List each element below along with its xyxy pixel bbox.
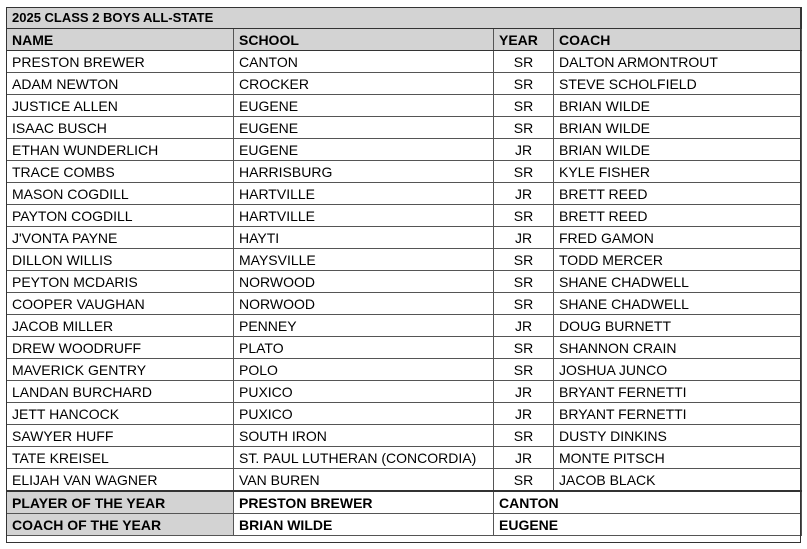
- column-header-school: SCHOOL: [234, 29, 494, 51]
- cell-school: CROCKER: [234, 73, 494, 95]
- table-row: [7, 337, 802, 359]
- cell-coach: BRYANT FERNETTI: [554, 381, 802, 403]
- table-row: [7, 249, 802, 271]
- table-row: [7, 183, 802, 205]
- cell-name: MASON COGDILL: [7, 183, 234, 205]
- cell-coach: BRETT REED: [554, 183, 802, 205]
- cell-coach: MONTE PITSCH: [554, 447, 802, 469]
- cell-year: JR: [494, 227, 554, 249]
- cell-name: COOPER VAUGHAN: [7, 293, 234, 315]
- cell-school: HARTVILLE: [234, 183, 494, 205]
- cell-year: SR: [494, 95, 554, 117]
- cell-school: SOUTH IRON: [234, 425, 494, 447]
- cell-school: PUXICO: [234, 403, 494, 425]
- cell-year: SR: [494, 51, 554, 73]
- cell-school: HARTVILLE: [234, 205, 494, 227]
- cell-school: EUGENE: [234, 139, 494, 161]
- cell-year: SR: [494, 73, 554, 95]
- cell-coach: BRETT REED: [554, 205, 802, 227]
- award-label: PLAYER OF THE YEAR: [7, 491, 234, 514]
- table-row: [7, 227, 802, 249]
- award-recipient: BRIAN WILDE: [234, 514, 494, 536]
- cell-year: SR: [494, 293, 554, 315]
- cell-school: MAYSVILLE: [234, 249, 494, 271]
- cell-name: TRACE COMBS: [7, 161, 234, 183]
- cell-school: PLATO: [234, 337, 494, 359]
- header-row: [7, 29, 802, 51]
- cell-school: EUGENE: [234, 117, 494, 139]
- table-row: [7, 51, 802, 73]
- cell-name: LANDAN BURCHARD: [7, 381, 234, 403]
- table-row: [7, 425, 802, 447]
- cell-year: SR: [494, 469, 554, 492]
- cell-name: J'VONTA PAYNE: [7, 227, 234, 249]
- cell-coach: SHANE CHADWELL: [554, 271, 802, 293]
- cell-name: PAYTON COGDILL: [7, 205, 234, 227]
- cell-school: PUXICO: [234, 381, 494, 403]
- column-header-name: NAME: [7, 29, 234, 51]
- cell-year: JR: [494, 381, 554, 403]
- cell-year: SR: [494, 161, 554, 183]
- cell-name: ETHAN WUNDERLICH: [7, 139, 234, 161]
- cell-coach: TODD MERCER: [554, 249, 802, 271]
- cell-school: ST. PAUL LUTHERAN (CONCORDIA): [234, 447, 494, 469]
- cell-year: JR: [494, 139, 554, 161]
- cell-name: SAWYER HUFF: [7, 425, 234, 447]
- sheet-title: 2025 CLASS 2 BOYS ALL-STATE: [7, 8, 802, 29]
- cell-coach: BRIAN WILDE: [554, 139, 802, 161]
- cell-year: SR: [494, 425, 554, 447]
- cell-school: EUGENE: [234, 95, 494, 117]
- cell-name: ISAAC BUSCH: [7, 117, 234, 139]
- cell-name: JUSTICE ALLEN: [7, 95, 234, 117]
- table-row: [7, 73, 802, 95]
- table-row: [7, 315, 802, 337]
- cell-coach: STEVE SCHOLFIELD: [554, 73, 802, 95]
- table-row: [7, 381, 802, 403]
- cell-year: JR: [494, 403, 554, 425]
- cell-school: NORWOOD: [234, 293, 494, 315]
- table-row: [7, 95, 802, 117]
- cell-school: POLO: [234, 359, 494, 381]
- cell-name: DILLON WILLIS: [7, 249, 234, 271]
- cell-coach: KYLE FISHER: [554, 161, 802, 183]
- cell-name: MAVERICK GENTRY: [7, 359, 234, 381]
- table-row: [7, 205, 802, 227]
- cell-name: TATE KREISEL: [7, 447, 234, 469]
- cell-name: ADAM NEWTON: [7, 73, 234, 95]
- cell-name: JETT HANCOCK: [7, 403, 234, 425]
- cell-coach: DUSTY DINKINS: [554, 425, 802, 447]
- cell-name: JACOB MILLER: [7, 315, 234, 337]
- all-state-table: [6, 7, 802, 536]
- award-recipient: PRESTON BREWER: [234, 491, 494, 514]
- table-row: [7, 117, 802, 139]
- table-row: [7, 403, 802, 425]
- cell-coach: BRYANT FERNETTI: [554, 403, 802, 425]
- table-row: [7, 447, 802, 469]
- cell-name: DREW WOODRUFF: [7, 337, 234, 359]
- cell-coach: BRIAN WILDE: [554, 117, 802, 139]
- cell-coach: SHANE CHADWELL: [554, 293, 802, 315]
- award-row: [7, 514, 802, 536]
- award-school: EUGENE: [494, 514, 802, 536]
- cell-coach: DALTON ARMONTROUT: [554, 51, 802, 73]
- cell-coach: FRED GAMON: [554, 227, 802, 249]
- table-row: [7, 161, 802, 183]
- column-header-year: YEAR: [494, 29, 554, 51]
- table-row: [7, 139, 802, 161]
- award-school: CANTON: [494, 491, 802, 514]
- cell-year: SR: [494, 249, 554, 271]
- cell-school: NORWOOD: [234, 271, 494, 293]
- cell-coach: DOUG BURNETT: [554, 315, 802, 337]
- cell-coach: JACOB BLACK: [554, 469, 802, 492]
- cell-school: CANTON: [234, 51, 494, 73]
- cell-name: ELIJAH VAN WAGNER: [7, 469, 234, 492]
- award-row: [7, 491, 802, 514]
- cell-name: PRESTON BREWER: [7, 51, 234, 73]
- column-header-coach: COACH: [554, 29, 802, 51]
- cell-year: SR: [494, 271, 554, 293]
- table-row: [7, 469, 802, 492]
- cell-year: JR: [494, 447, 554, 469]
- cell-school: HAYTI: [234, 227, 494, 249]
- table-row: [7, 293, 802, 315]
- cell-year: SR: [494, 205, 554, 227]
- cell-year: JR: [494, 183, 554, 205]
- cell-year: SR: [494, 359, 554, 381]
- cell-school: HARRISBURG: [234, 161, 494, 183]
- cell-coach: JOSHUA JUNCO: [554, 359, 802, 381]
- cell-name: PEYTON MCDARIS: [7, 271, 234, 293]
- cell-year: SR: [494, 117, 554, 139]
- cell-school: PENNEY: [234, 315, 494, 337]
- cell-school: VAN BUREN: [234, 469, 494, 492]
- title-row: [7, 8, 802, 29]
- cell-year: JR: [494, 315, 554, 337]
- cell-coach: BRIAN WILDE: [554, 95, 802, 117]
- table-row: [7, 271, 802, 293]
- cell-coach: SHANNON CRAIN: [554, 337, 802, 359]
- award-label: COACH OF THE YEAR: [7, 514, 234, 536]
- table-row: [7, 359, 802, 381]
- cell-year: SR: [494, 337, 554, 359]
